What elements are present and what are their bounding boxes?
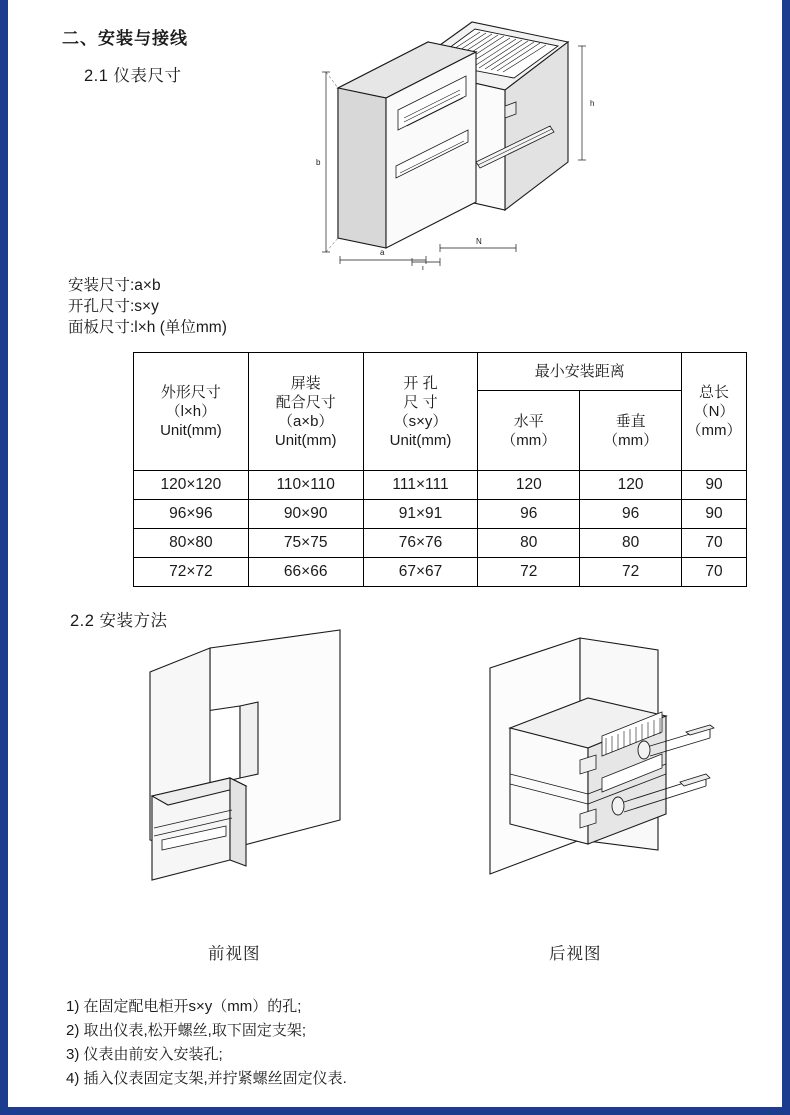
cell-r3-c1: 66×66 xyxy=(248,558,363,587)
header-outline-size-line2: （l×h） xyxy=(165,403,217,420)
figure-installation-views xyxy=(110,628,720,928)
table-row xyxy=(134,500,747,529)
table-header-row-1 xyxy=(134,353,747,391)
installation-step-1: 1) 在固定配电柜开s×y（mm）的孔; xyxy=(66,998,302,1015)
header-hole-size-line1: 开 孔 xyxy=(403,374,438,392)
header-total-length-line3: （mm） xyxy=(686,422,742,439)
dim-label-h: h xyxy=(590,99,595,108)
header-panel-fit-line1: 屏装 xyxy=(290,374,321,392)
table-row xyxy=(134,558,747,587)
caption-front-view: 前视图 xyxy=(208,945,261,963)
instrument-dimension-drawing xyxy=(300,10,600,270)
dim-label-a: a xyxy=(380,248,385,257)
header-min-mounting-distance: 最小安装距离 xyxy=(478,353,682,391)
cell-r2-c1: 75×75 xyxy=(248,529,363,558)
cell-r3-c4: 72 xyxy=(580,558,682,587)
cell-r0-c2: 111×111 xyxy=(363,471,478,500)
installation-steps xyxy=(66,995,347,1091)
header-outline-size-line3: Unit(mm) xyxy=(160,422,222,439)
installation-step-4: 4) 插入仪表固定支架,并拧紧螺丝固定仪表. xyxy=(66,1070,347,1087)
header-panel-fit-line2: 配合尺寸 xyxy=(275,393,336,411)
cell-r1-c5: 90 xyxy=(682,500,747,529)
header-hole-size xyxy=(363,353,478,471)
cell-r1-c4: 96 xyxy=(580,500,682,529)
subsection-heading-installation: 2.2 安装方法 xyxy=(70,612,168,630)
cell-r0-c0: 120×120 xyxy=(134,471,249,500)
dimension-note-1: 开孔尺寸:s×y xyxy=(68,298,159,315)
cell-r2-c2: 76×76 xyxy=(363,529,478,558)
cell-r2-c3: 80 xyxy=(478,529,580,558)
header-vertical-line2: （mm） xyxy=(603,431,659,449)
header-total-length-line2: （N） xyxy=(693,403,735,420)
cell-r0-c1: 110×110 xyxy=(248,471,363,500)
installation-step-3: 3) 仪表由前安入安装孔; xyxy=(66,1046,223,1063)
cell-r0-c3: 120 xyxy=(478,471,580,500)
cell-r0-c4: 120 xyxy=(580,471,682,500)
header-horizontal xyxy=(478,391,580,471)
dimension-note-0: 安装尺寸:a×b xyxy=(68,277,161,294)
specifications-table xyxy=(133,352,747,587)
header-total-length-line1: 总长 xyxy=(699,384,730,401)
header-hole-size-line3: （s×y） xyxy=(393,412,448,430)
cell-r0-c5: 90 xyxy=(682,471,747,500)
header-vertical xyxy=(580,391,682,471)
header-outline-size xyxy=(134,353,249,471)
section-heading: 二、安装与接线 xyxy=(62,29,188,48)
cell-r3-c2: 67×67 xyxy=(363,558,478,587)
cell-r1-c3: 96 xyxy=(478,500,580,529)
cell-r1-c2: 91×91 xyxy=(363,500,478,529)
table-row xyxy=(134,471,747,500)
cell-r2-c0: 80×80 xyxy=(134,529,249,558)
cell-r3-c3: 72 xyxy=(478,558,580,587)
header-vertical-line1: 垂直 xyxy=(615,412,646,430)
header-hole-size-line2: 尺 寸 xyxy=(403,393,438,411)
header-panel-fit-line3: （a×b） xyxy=(277,412,334,430)
header-outline-size-line1: 外形尺寸 xyxy=(160,384,221,401)
installation-step-2: 2) 取出仪表,松开螺丝,取下固定支架; xyxy=(66,1022,307,1039)
cell-r2-c5: 70 xyxy=(682,529,747,558)
header-hole-size-line4: Unit(mm) xyxy=(389,431,452,449)
header-horizontal-line2: （mm） xyxy=(501,431,557,449)
cell-r3-c0: 72×72 xyxy=(134,558,249,587)
installation-drawing xyxy=(110,628,720,928)
dimension-note-2: 面板尺寸:l×h (单位mm) xyxy=(68,319,227,336)
cell-r3-c5: 70 xyxy=(682,558,747,587)
figure-instrument-dimensions xyxy=(300,10,600,270)
dim-label-l: l xyxy=(422,265,424,270)
dim-label-N: N xyxy=(476,237,482,246)
header-horizontal-line1: 水平 xyxy=(513,412,544,430)
caption-rear-view: 后视图 xyxy=(549,945,602,963)
header-panel-fit-line4: Unit(mm) xyxy=(274,431,337,449)
cell-r2-c4: 80 xyxy=(580,529,682,558)
cell-r1-c1: 90×90 xyxy=(248,500,363,529)
cell-r1-c0: 96×96 xyxy=(134,500,249,529)
table-row xyxy=(134,529,747,558)
subsection-heading-dimensions: 2.1 仪表尺寸 xyxy=(84,67,182,85)
header-total-length xyxy=(682,353,747,471)
header-panel-fit-size xyxy=(248,353,363,471)
dim-label-b: b xyxy=(316,158,321,167)
dimension-notes xyxy=(68,275,227,338)
